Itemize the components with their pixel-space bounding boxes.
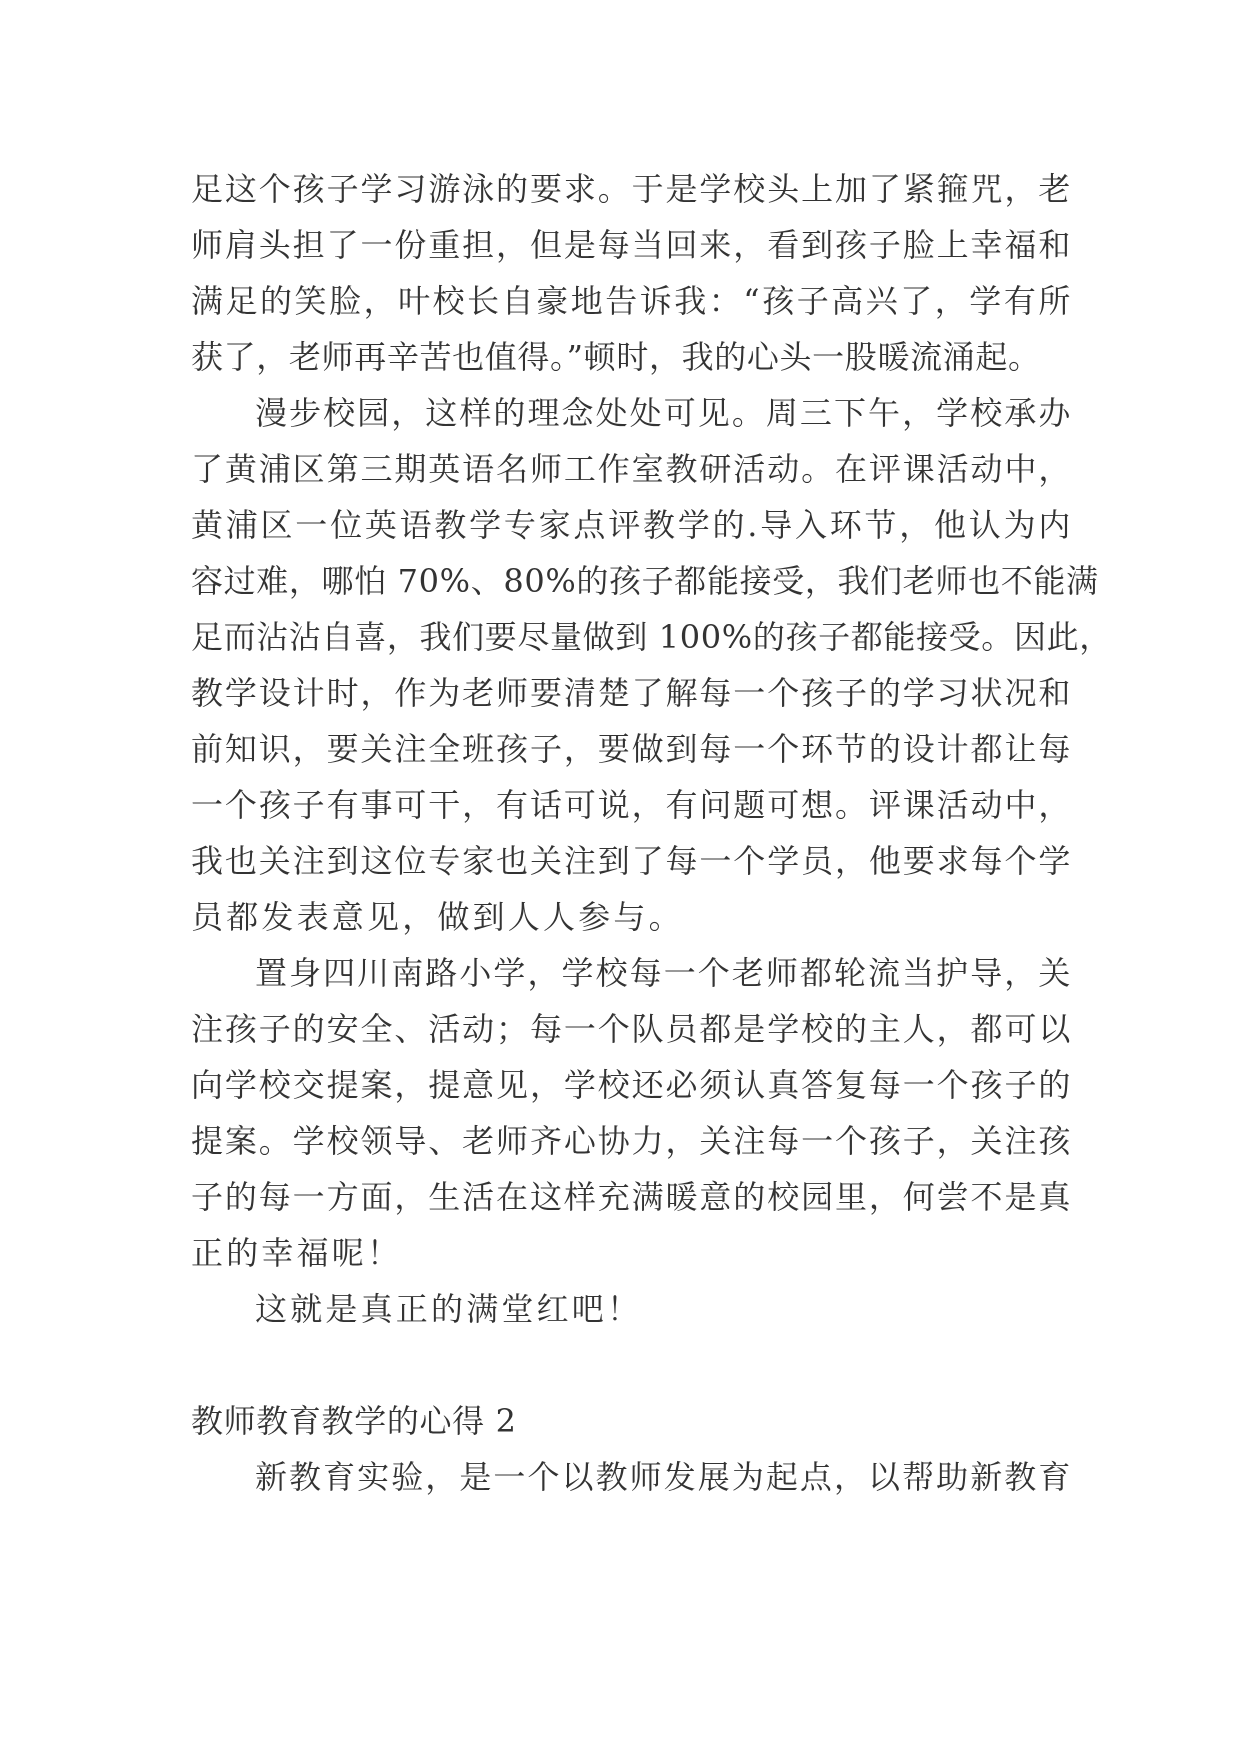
paragraph-line: 足这个孩子学习游泳的要求。于是学校头上加了紧箍咒，老 bbox=[191, 170, 1071, 208]
paragraph-line: 了黄浦区第三期英语名师工作室教研活动。在评课活动中， bbox=[191, 450, 1071, 488]
paragraph-line: 一个孩子有事可干，有话可说，有问题可想。评课活动中， bbox=[191, 786, 1071, 824]
paragraph-line: 注孩子的安全、活动；每一个队员都是学校的主人，都可以 bbox=[191, 1010, 1071, 1048]
paragraph-line: 提案。学校领导、老师齐心协力，关注每一个孩子，关注孩 bbox=[191, 1122, 1071, 1160]
paragraph-line: 子的每一方面，生活在这样充满暖意的校园里，何尝不是真 bbox=[191, 1178, 1071, 1216]
paragraph-line: 员都发表意见，做到人人参与。 bbox=[191, 898, 684, 936]
paragraph-line: 师肩头担了一份重担，但是每当回来，看到孩子脸上幸福和 bbox=[191, 226, 1071, 264]
paragraph-line: 容过难，哪怕 70%、80%的孩子都能接受，我们老师也不能满 bbox=[191, 562, 1099, 600]
paragraph-line: 教学设计时，作为老师要清楚了解每一个孩子的学习状况和 bbox=[191, 674, 1071, 712]
paragraph-line: 我也关注到这位专家也关注到了每一个学员，他要求每个学 bbox=[191, 842, 1071, 880]
paragraph-line: 置身四川南路小学，学校每一个老师都轮流当护导，关 bbox=[255, 954, 1071, 992]
paragraph-line: 获了，老师再辛苦也值得。”顿时，我的心头一股暖流涌起。 bbox=[191, 338, 1041, 376]
paragraph-line: 足而沾沾自喜，我们要尽量做到 100%的孩子都能接受。因此， bbox=[191, 618, 1112, 656]
paragraph-line: 这就是真正的满堂红吧！ bbox=[255, 1290, 643, 1328]
paragraph-line: 满足的笑脸，叶校长自豪地告诉我：“孩子高兴了，学有所 bbox=[191, 282, 1071, 320]
paragraph-line: 向学校交提案，提意见，学校还必须认真答复每一个孩子的 bbox=[191, 1066, 1071, 1104]
paragraph-line: 新教育实验，是一个以教师发展为起点，以帮助新教育 bbox=[255, 1458, 1071, 1496]
paragraph-line: 前知识，要关注全班孩子，要做到每一个环节的设计都让每 bbox=[191, 730, 1071, 768]
paragraph-line: 黄浦区一位英语教学专家点评教学的.导入环节，他认为内 bbox=[191, 506, 1071, 544]
paragraph-line: 正的幸福呢！ bbox=[191, 1234, 403, 1272]
section-heading: 教师教育教学的心得 2 bbox=[191, 1402, 517, 1440]
paragraph-line: 漫步校园，这样的理念处处可见。周三下午，学校承办 bbox=[255, 394, 1071, 432]
